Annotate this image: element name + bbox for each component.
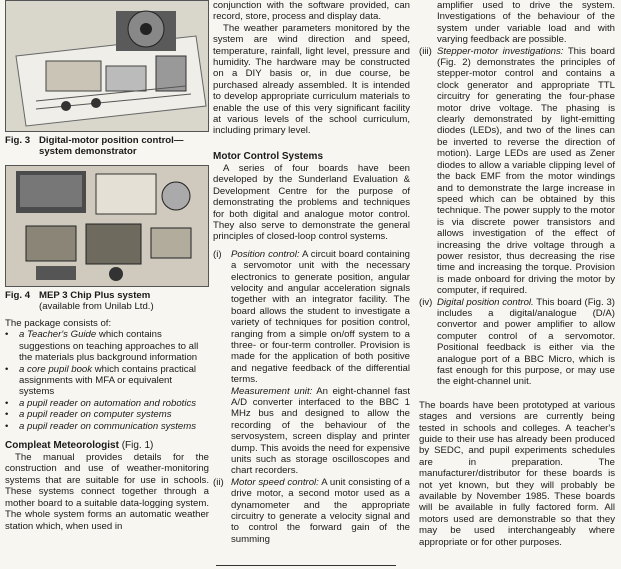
- fig4-caption-sub: (available from Unilab Ltd.): [39, 301, 154, 312]
- list-item: • a pupil reader on communication systems: [5, 420, 197, 432]
- paragraph: conjunction with the software provided, can record, store, process and display data.: [213, 0, 410, 23]
- fig3-caption-text: Digital-motor position control—system demonstrator: [39, 135, 184, 157]
- list-item: (i) Position control: A circuit board containing a servomotor unit with the necessary electronics to generate position, angular velocity and angular acceleration signals together with an integrator facility. The board allows the student to investigate a variety of techniques for position control, ranging from a simple on/off system to a three- or four-term controller. Provision is made for the application of both positive and negative feedback of the differential terms.: [213, 248, 410, 386]
- paragraph: The weather parameters monitored by the system are wind direction and speed, temperature, rainfall, light level, pressure and humidity. The hardware may be constructed on a DIY basis or, in due course, be purchased already assembled. It is intended to develop appropriate curriculum materials to enable the use of this very significant facility at various levels of the school curriculum, including primary level.: [213, 22, 410, 137]
- package-intro: The package consists of:: [5, 318, 112, 329]
- fig4-image: [6, 166, 209, 286]
- fig4-caption-text: MEP 3 Chip Plus system: [39, 290, 151, 301]
- list-item: • a pupil reader on automation and robotics: [5, 397, 197, 409]
- list-item: (iv) Digital position control. This board (Fig. 3) includes a digital/analogue (D/A) convertor and power amplifier to allow computer control of a servomotor. Positional feedback is either via the analogue port of a BBC Micro, which is fast enough for this purpose, or may use the eight-channel unit.: [419, 296, 615, 388]
- list-item: • a Teacher's Guide which contains suggestions on teaching approaches to all the materials plus background information: [5, 329, 199, 364]
- fig4-label: Fig. 4: [5, 290, 31, 301]
- footer-rule: [216, 565, 396, 566]
- fig3-photo: [5, 0, 209, 132]
- fig3-image: [6, 1, 209, 131]
- list-item: Measurement unit: An eight-channel fast A/D converter interfaced to the BBC 1 MHz bus and designed to allow the recording of the behaviour of the servosystem, screen display and printer dump. This avoids the need for expensive units such as storage oscilloscopes and chart recorders.: [231, 385, 410, 477]
- list-item: (ii) Motor speed control: A unit consisting of a drive motor, a second motor used as a dynamometer and the appropriate circuitry to generate a velocity signal and to control the forward gain of the summing: [213, 476, 410, 545]
- column-left: [5, 0, 209, 532]
- package-list: [5, 329, 209, 432]
- column-middle: [213, 0, 410, 545]
- list-item: (iii) Stepper-motor investigations: This board (Fig. 2) demonstrates the principles of stepper-motor control and contains a clock generator and appropriate TTL circuitry for generating the four-phase motor drive voltage. The phasing is clearly demonstrated by light-emitting diodes (LEDs), and two of the lines can be inverted to reverse the direction of motion). Large LEDs are used as Zener diodes to allow a variable clipping level of the back EMF from the motor windings and to demonstrate the large increase in speed which can be obtained by this technique. The power supply to the motor is via discrete power transistors and allows investigation of the effect of increasing the drive voltage through a power resistor, thus decreasing the rise time and increasing the torque. Provision is made onboard for driving the motor by computer, if required.: [419, 45, 615, 297]
- fig3-caption: [5, 135, 209, 157]
- meteorologist-paragraph: The manual provides details for the construction and use of weather-monitoring systems that are suitable for use in schools. These systems connect together through a mother board to a suitable data-logging system. The whole system forms an automatic weather station which, when used in: [5, 452, 209, 532]
- motor-paragraph: A series of four boards have been developed by the Sunderland Evaluation & Development Centre for the purpose of demonstrating the problems and techniques for both digital and analogue motor control. They also serve to demonstrate the general principles of closed-loop control systems.: [213, 162, 410, 243]
- column-right: [419, 0, 615, 548]
- fig4-caption: [5, 290, 209, 312]
- paragraph: amplifier used to drive the system. Investigations of the behaviour of the system under variable load and with varying feedback are possible.: [437, 0, 615, 46]
- fig4-photo: [5, 165, 209, 287]
- motor-heading: Motor Control Systems: [213, 150, 324, 162]
- closing-paragraph: The boards have been prototyped at various stages and versions are currently being tested in schools and colleges. A teacher's guide to their use has already been produced by SEDC, and pupil experiments schedules are in preparation. The manufacturer/distributor for these boards is not yet known, but they will probably be available by November 1985. These boards will be available in fully factored form. All motors used are demonstrable so that they may be used interchangeably where appropriate or for other purposes.: [419, 399, 615, 548]
- list-item: • a core pupil book which contains practical assignments with MFA or equivalent systems: [5, 363, 197, 398]
- fig3-label: Fig. 3: [5, 135, 31, 146]
- list-item: • a pupil reader on computer systems: [5, 409, 172, 421]
- meteorologist-heading: Compleat Meteorologist (Fig. 1): [5, 440, 154, 452]
